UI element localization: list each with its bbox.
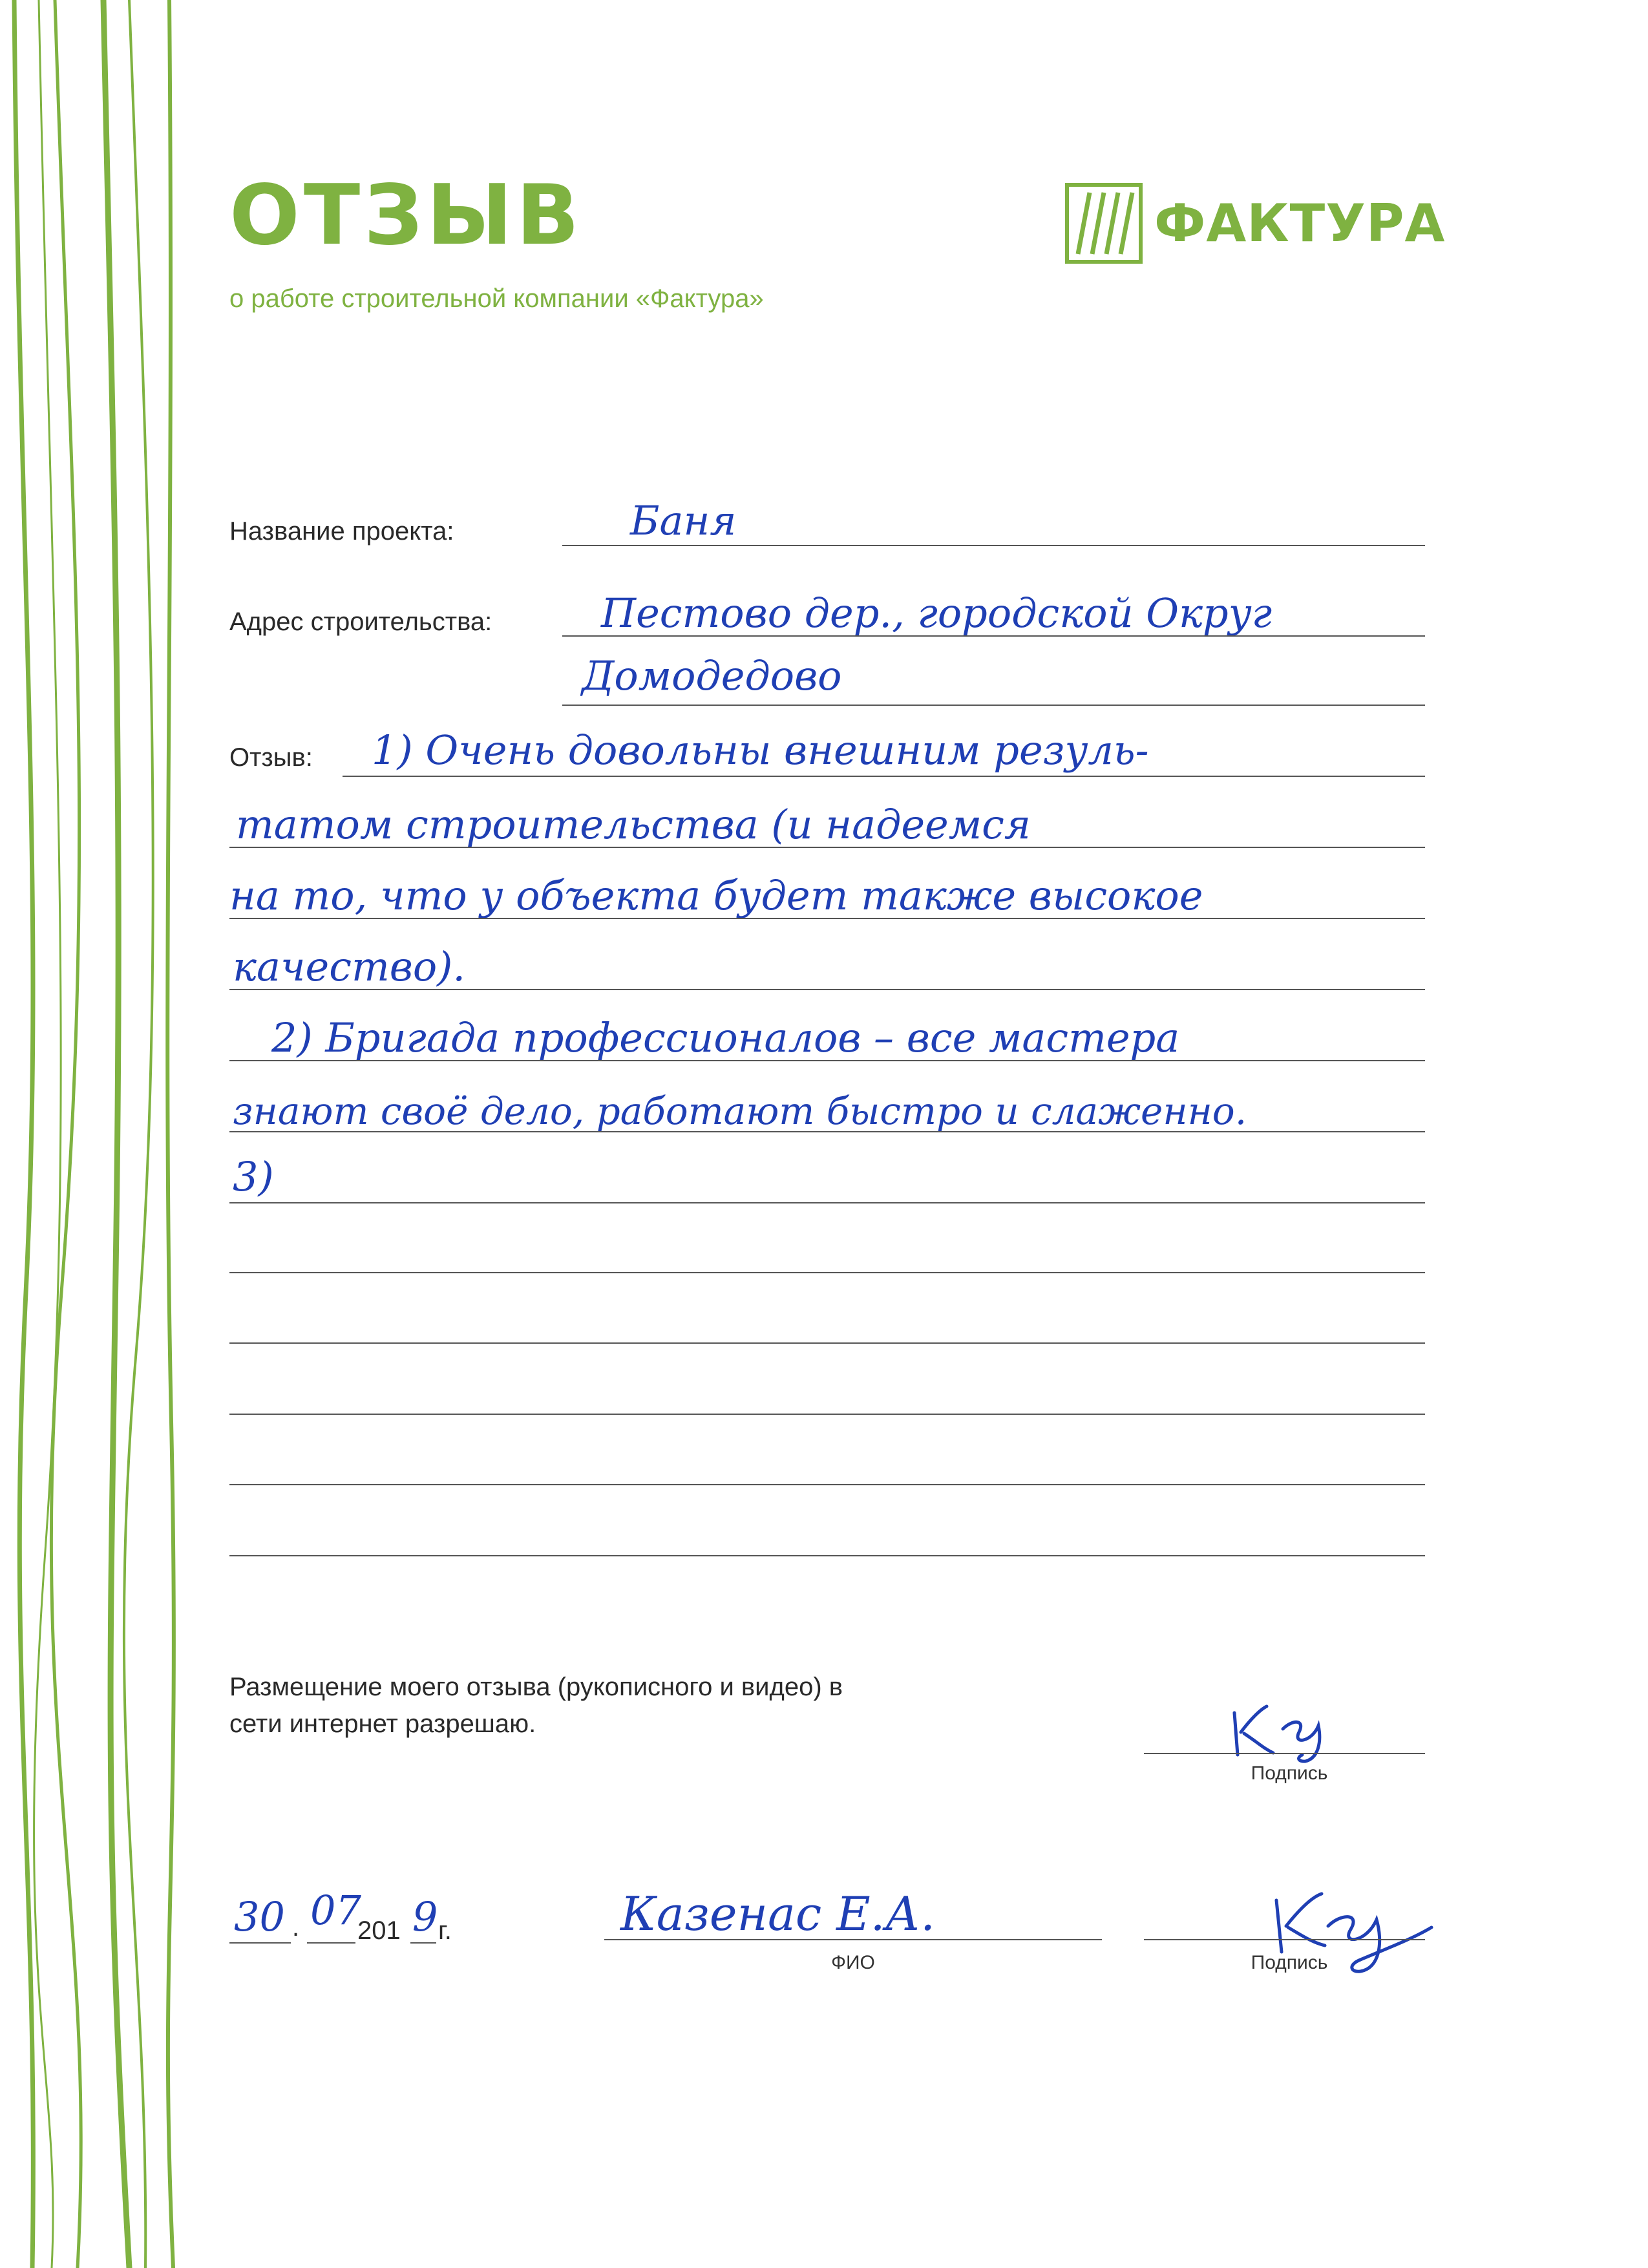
address-value-line2: Домодедово (582, 652, 842, 699)
company-logo (1065, 181, 1445, 265)
address-value-line1: Пестово дер., городской Округ (601, 589, 1273, 637)
review-text-line: знают своё дело, работают быстро и слаженно. (233, 1089, 1247, 1133)
review-line (229, 1272, 1425, 1273)
wave-line (51, 0, 81, 2268)
date-year-digit: 9 (412, 1893, 438, 1940)
review-line (229, 1414, 1425, 1415)
review-text-line: на то, что у объекта будет также высокое (229, 872, 1203, 919)
footer-signature-line (1144, 1939, 1425, 1940)
date-separator: . (292, 1913, 300, 1942)
consent-signature-line (1144, 1753, 1425, 1754)
wave-line (124, 0, 153, 2268)
address-line-2 (562, 705, 1425, 706)
consent-text-line1: Размещение моего отзыва (рукописного и видео) в (229, 1673, 843, 1701)
page-title: ОТЗЫВ (229, 167, 584, 264)
review-label: Отзыв: (229, 743, 313, 772)
date-month: 07 (310, 1887, 361, 1934)
date-day: 30 (234, 1893, 285, 1940)
review-line (229, 989, 1425, 990)
page-subtitle: о работе строительной компании «Фактура» (229, 284, 764, 313)
date-suffix: г. (438, 1916, 452, 1945)
review-line (229, 918, 1425, 919)
review-text-line: 3) (233, 1153, 274, 1200)
wave-line (167, 0, 174, 2268)
logo-mark-icon (1065, 183, 1143, 264)
full-name-value: Казенас Е.А. (620, 1887, 935, 1941)
consent-text-line2: сети интернет разрешаю. (229, 1710, 536, 1738)
wave-line (34, 0, 61, 2268)
review-line (229, 1484, 1425, 1485)
review-line (229, 1131, 1425, 1132)
project-name-value: Баня (630, 497, 737, 544)
review-line (229, 1202, 1425, 1203)
full-name-caption: ФИО (831, 1952, 875, 1973)
review-text-line: 2) Бригада профессионалов – все мастера (271, 1014, 1180, 1061)
review-text-line: 1) Очень довольны внешним резуль- (372, 726, 1149, 774)
review-line (229, 1555, 1425, 1556)
date-year-prefix: 201 (357, 1916, 401, 1945)
review-line (229, 1342, 1425, 1344)
project-name-line (562, 545, 1425, 546)
address-label: Адрес строительства: (229, 608, 492, 636)
date-month-line (307, 1942, 355, 1944)
full-name-line (604, 1939, 1102, 1940)
review-line (343, 776, 1425, 777)
decorative-wavy-lines (0, 0, 213, 2268)
consent-signature-caption: Подпись (1251, 1763, 1328, 1784)
review-line (229, 847, 1425, 848)
wave-line (14, 0, 33, 2268)
wave-line (103, 0, 129, 2268)
review-text-line: татом строительства (и надеемся (236, 801, 1031, 848)
project-name-label: Название проекта: (229, 517, 454, 546)
footer-signature-caption: Подпись (1251, 1952, 1328, 1973)
address-line-1 (562, 635, 1425, 637)
logo-text: ФАКТУРА (1154, 193, 1446, 253)
date-day-line (229, 1942, 291, 1944)
review-text-line: качество). (233, 943, 466, 990)
date-year-line (410, 1942, 436, 1944)
review-line (229, 1060, 1425, 1061)
